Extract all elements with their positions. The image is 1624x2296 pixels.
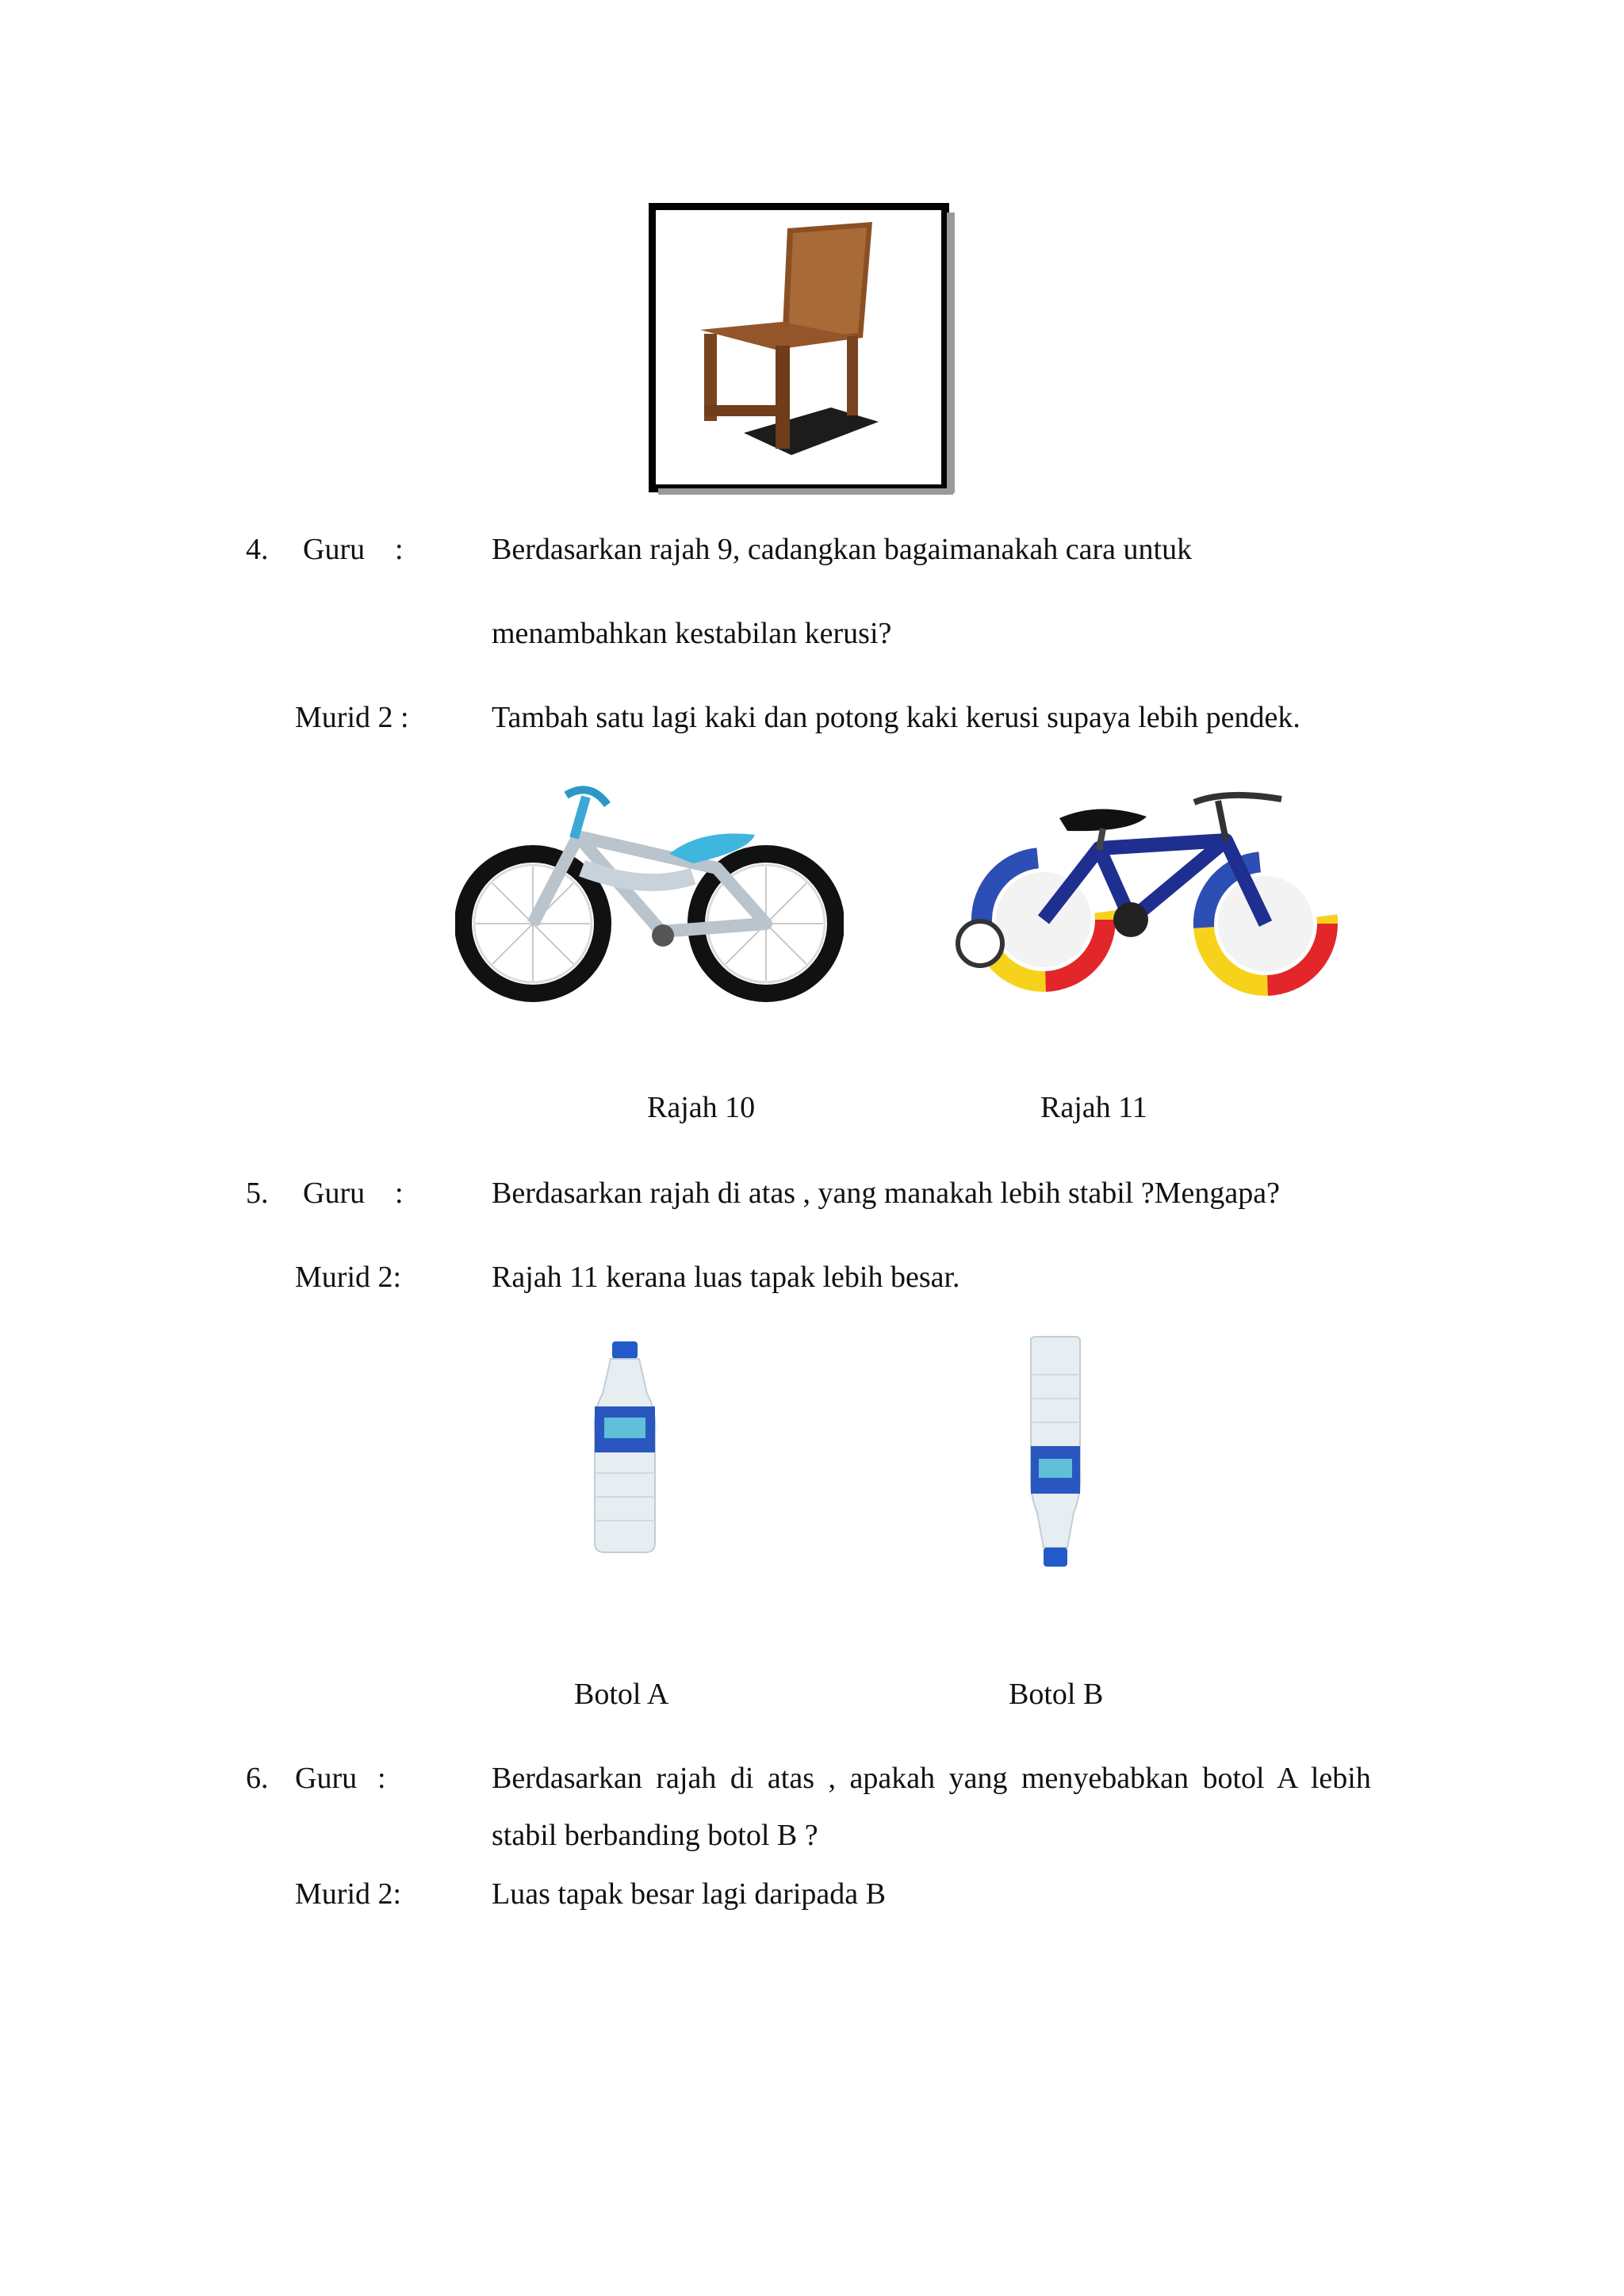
item-4-question-line1: Berdasarkan rajah 9, cadangkan bagaimanakah cara untuk	[492, 533, 1193, 566]
item-5-reply-speaker: Murid 2:	[295, 1261, 402, 1294]
item-6-question-line1: Berdasarkan rajah di atas , apakah yang menyebabkan botol A lebih	[492, 1762, 1371, 1795]
item-5-reply-text: Rajah 11 kerana luas tapak lebih besar.	[492, 1261, 960, 1294]
item-6-colon: :	[377, 1762, 386, 1795]
blue-bicycle-figure	[455, 781, 844, 1007]
item-5-speaker: Guru	[303, 1177, 366, 1210]
item-5-question: Berdasarkan rajah di atas , yang manakah lebih stabil ?Mengapa?	[492, 1177, 1280, 1210]
item-6-speaker: Guru	[295, 1762, 358, 1795]
bottle-upright-figure	[587, 1338, 663, 1556]
item-6-number: 6.	[246, 1762, 269, 1795]
kids-bicycle-figure	[948, 785, 1358, 1011]
item-6-question-line2: stabil berbanding botol B ?	[492, 1819, 818, 1852]
item-4-colon: :	[395, 533, 404, 566]
item-6-reply-text: Luas tapak besar lagi daripada B	[492, 1877, 886, 1911]
caption-botol-a: Botol A	[574, 1678, 669, 1711]
item-5-number: 5.	[246, 1177, 269, 1210]
item-4-question-line2: menambahkan kestabilan kerusi?	[492, 617, 892, 650]
chair-figure	[649, 203, 956, 496]
bottle-inverted-figure	[1023, 1335, 1088, 1573]
item-4-number: 4.	[246, 533, 269, 566]
item-4-speaker: Guru	[303, 533, 366, 566]
item-5-colon: :	[395, 1177, 404, 1210]
caption-rajah-10: Rajah 10	[647, 1091, 756, 1124]
item-4-reply-speaker: Murid 2 :	[295, 701, 409, 734]
item-6-reply-speaker: Murid 2:	[295, 1877, 402, 1911]
caption-rajah-11: Rajah 11	[1040, 1091, 1147, 1124]
item-4-reply-text: Tambah satu lagi kaki dan potong kaki kerusi supaya lebih pendek.	[492, 701, 1300, 734]
caption-botol-b: Botol B	[1009, 1678, 1104, 1711]
